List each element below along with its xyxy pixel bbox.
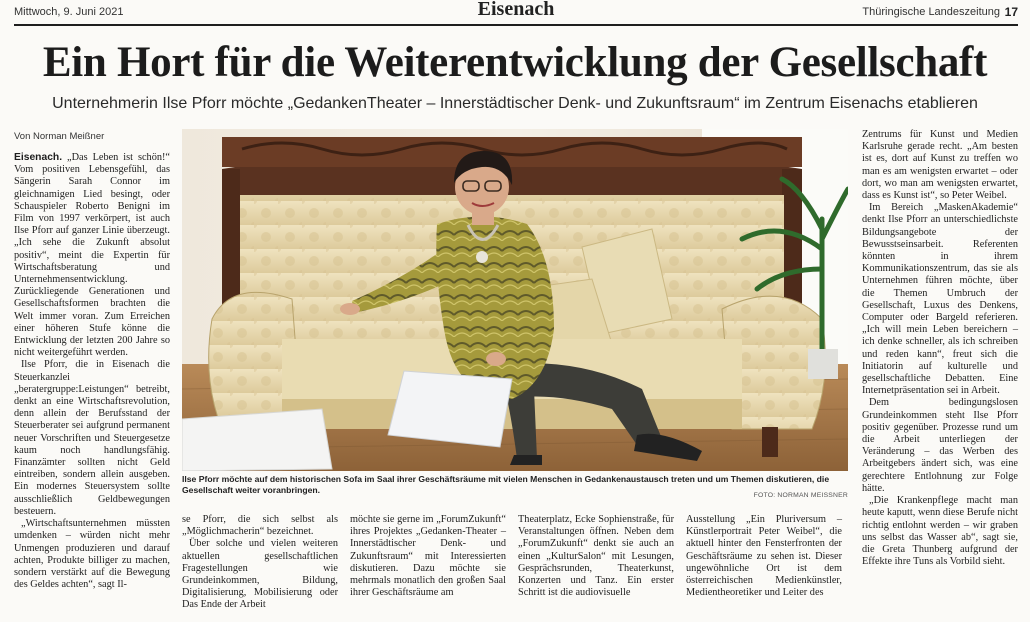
photo-caption: Ilse Pforr möchte auf dem historischen Sofa im Saal ihrer Geschäftsräume mit vielen Menschen in Gedankenaustausch treten und um Themen diskutieren, die Gesellschaft weiter voranbringen. xyxy=(182,474,830,495)
issue-date: Mittwoch, 9. Juni 2021 xyxy=(14,6,124,18)
article-column-4 xyxy=(518,514,674,599)
paragraph: „Die Krankenpflege macht man heute kaputt, wenn diese Berufe nicht richtig entlohnt werden – wir graben uns selbst das Wasser ab“, sagt sie, die Greta Thunberg aufgrund der Effekte ihre Tuns als Vorbild sieht. xyxy=(862,495,1018,568)
paragraph: se Pforr, die sich selbst als „Möglichmacherin“ bezeichnet. xyxy=(182,514,338,538)
masthead-rule xyxy=(14,24,1018,26)
paragraph: „Wirtschaftsunternehmen müssten umdenken – würden nicht mehr Unmengen produzieren und darauf achten, Produkte billiger zu machen, sondern verstärkt auf die Bewegung des Geldes achten“, sagt Il- xyxy=(14,518,170,591)
section-title: Eisenach xyxy=(477,0,555,20)
paragraph: Über solche und vielen weiteren aktuellen gesellschaftlichen Fragestellungen wie Grundeinkommen, Bildung, Digitalisierung, Mobilisierung oder Das Ende der Arbeit xyxy=(182,538,338,611)
article-column-2 xyxy=(182,514,338,612)
article-column-1 xyxy=(14,152,170,591)
masthead xyxy=(14,0,1018,25)
paragraph: möchte sie gerne im „ForumZukunft“ ihres Projektes „Gedanken-Theater – Innerstädtischer Denk- und Zukunftsraum“ mit Interessierten diskutieren. Dazu möchte sie mehrmals monatlich den großen Saal ihrer Geschäftsräume am xyxy=(350,514,506,599)
paragraph: Dem bedingungslosen Grundeinkommen steht Ilse Pforr positiv gegenüber. Prozesse rund um die Arbeit unterliegen der Veränderung – das Werben des Arbeitgebers ändert sich, was eine gerechtere Entlohnung zur Folge hätte. xyxy=(862,397,1018,494)
paragraph: Zentrums für Kunst und Medien Karlsruhe gerade recht. „Am besten ist es, dort auf Kunst zu treffen wo man es am wenigsten erwartet – oder dort, wo man am wenigsten erwartet, dass es Kunst ist“, so Peter Weibel. xyxy=(862,129,1018,202)
dateline: Eisenach. xyxy=(14,152,63,163)
photo-credit: FOTO: NORMAN MEISSNER xyxy=(753,492,848,499)
article-column-6 xyxy=(862,129,1018,568)
newspaper-name: Thüringische Landeszeitung xyxy=(862,6,1000,18)
subheadline: Unternehmerin Ilse Pforr möchte „GedankenTheater – Innerstädtischer Denk- und Zukunftsraum“ im Zentrum Eisenachs etablieren xyxy=(52,95,978,112)
article-column-3 xyxy=(350,514,506,599)
page-number: 17 xyxy=(1004,5,1018,19)
paragraph: Ilse Pforr, die in Eisenach die Steuerkanzlei „beratergruppe:Leistungen“ betreibt, denkt an eine Wirtschaftsrevolution, denn allein der Berufsstand der Steuerberater sei aufgrund permanent neuer Vorschriften und Steuergesetze kaum noch handlungsfähig. Finanzämter sollten nicht Geld eintreiben, sondern allein ausgeben. Ein modernes Steuersystem sollte ausschließlich Geldbewegungen besteuern. xyxy=(14,359,170,517)
paragraph-text: „Das Leben ist schön!“ Vom positiven Lebensgefühl, das Sängerin Sarah Connor im gleichnamigen Lied besingt, oder Schauspieler Roberto Benigni im Film von 1997 verkörpert, ist auch Ilse Pforr auf ganzer Linie überzeugt. „Ich sehe die Zukunft absolut positiv“, meint die Expertin für Wirtschaftsberatung und Unternehmensentwicklung. Zurückliegende Generationen und Gesellschaftsformen brachten die Welt immer voran. Zum Erreichen einer höheren Stufe könne die Entwicklung der letzten 200 Jahre so nicht weitergeführt werden. xyxy=(14,152,170,359)
paragraph: Ausstellung „Ein Pluriversum – Künstlerportrait Peter Weibel“, die aktuell hinter den Fensterfronten der Geschäftsräume zu sehen ist. Dieser ungewöhnliche Ort ist dem österreichischen Medienkünstler, Medientheoretiker und Leiter des xyxy=(686,514,842,599)
paragraph: Theaterplatz, Ecke Sophienstraße, für Veranstaltungen öffnen. Neben dem „ForumZukunft“ denkt sie auch an einen „KulturSalon“ mit Lesungen, Gesprächsrunden, Theaterkunst, Konzerten und Tanz. Ein erster Schritt ist die audiovisuelle xyxy=(518,514,674,599)
paragraph xyxy=(14,152,170,359)
headline: Ein Hort für die Weiterentwicklung der Gesellschaft xyxy=(42,39,988,86)
paragraph: Im Bereich „MaskenAkademie“ denkt Ilse Pforr an unterschiedlichste Bildungsangebote der Bewusstseinsarbeit. Referenten könnten in ihrem Kommunikationszentrum, das sie als Unternehmen führen möchte, über die Themen Umbruch der Gesellschaft, Luxus des Denkens, Computer oder Bargeld referieren. „Ich will mein Leben bereichern – ich denke schneller, als ich schreiben und reden kann“, freut sich die Initiatorin auf kulturelle und gesellschaftliche Debatten. Eine Internetpräsentation sei in Arbeit. xyxy=(862,202,1018,397)
article-column-5 xyxy=(686,514,842,599)
article-photo xyxy=(182,129,848,471)
byline: Von Norman Meißner xyxy=(14,131,105,142)
